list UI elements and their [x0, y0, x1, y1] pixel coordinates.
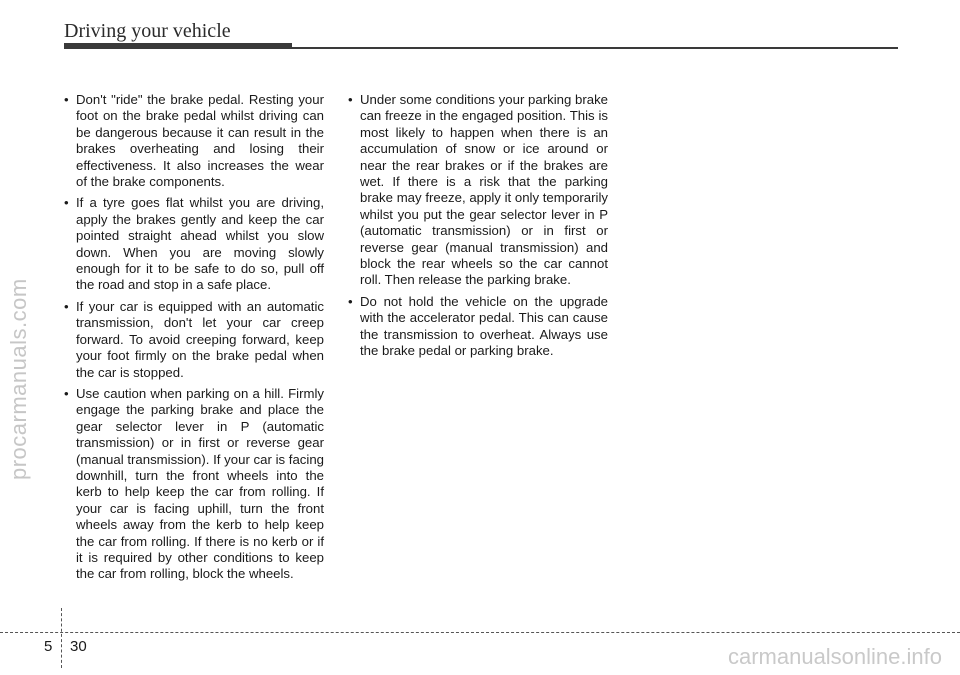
list-item: • Use caution when parking on a hill. Firmly engage the parking brake and place the gear selector lever in P (automatic transmission) or in first or reverse gear (manual transmission). If your car is facing downhill, turn the front wheels into the kerb to help keep the car from rolling. If your car is facing uphill, turn the front wheels away from the kerb to help keep the car from rolling. If there is no kerb or if it is required by other conditions to keep the car from rolling, block the wheels. [64, 386, 324, 583]
list-item: • Do not hold the vehicle on the upgrade with the accelerator pedal. This can cause the transmission to overheat. Always use the brake pedal or parking brake. [348, 294, 608, 360]
list-item: • If your car is equipped with an automatic transmission, don't let your car creep forward. To avoid creeping forward, keep your foot firmly on the brake pedal when the car is stopped. [64, 299, 324, 381]
list-item: • Don't "ride" the brake pedal. Resting your foot on the brake pedal whilst driving can be dangerous because it can result in the brakes overheating and losing their effectiveness. It also increases the wear of the brake components. [64, 92, 324, 190]
footer-divider [0, 632, 960, 633]
side-watermark: procarmanuals.com [6, 278, 31, 480]
list-item: • If a tyre goes flat whilst you are driving, apply the brakes gently and keep the car pointed straight ahead whilst you slow down. When you are moving slowly enough for it to be safe to do so, pull off the road and stop in a safe place. [64, 195, 324, 293]
chapter-number: 5 [44, 638, 53, 655]
footer-vertical-divider [61, 608, 62, 668]
header-rule-thin [292, 47, 898, 49]
bottom-watermark: carmanualsonline.info [727, 644, 942, 669]
left-column [64, 92, 324, 588]
page-header-title: Driving your vehicle [64, 20, 231, 42]
left-bullet-list [64, 92, 324, 583]
page-number: 30 [70, 638, 87, 655]
list-item: • Under some conditions your parking brake can freeze in the engaged position. This is most likely to happen when there is an accumulation of snow or ice around or near the rear brakes or if the brakes are wet. If there is a risk that the parking brake may freeze, apply it only temporarily whilst you put the gear selector lever in P (automatic transmission) or in first or reverse gear (manual transmission) and block the rear wheels so the car cannot roll. Then release the parking brake. [348, 92, 608, 289]
header-rule-thick [64, 43, 292, 49]
right-column [348, 92, 608, 365]
right-bullet-list [348, 92, 608, 360]
